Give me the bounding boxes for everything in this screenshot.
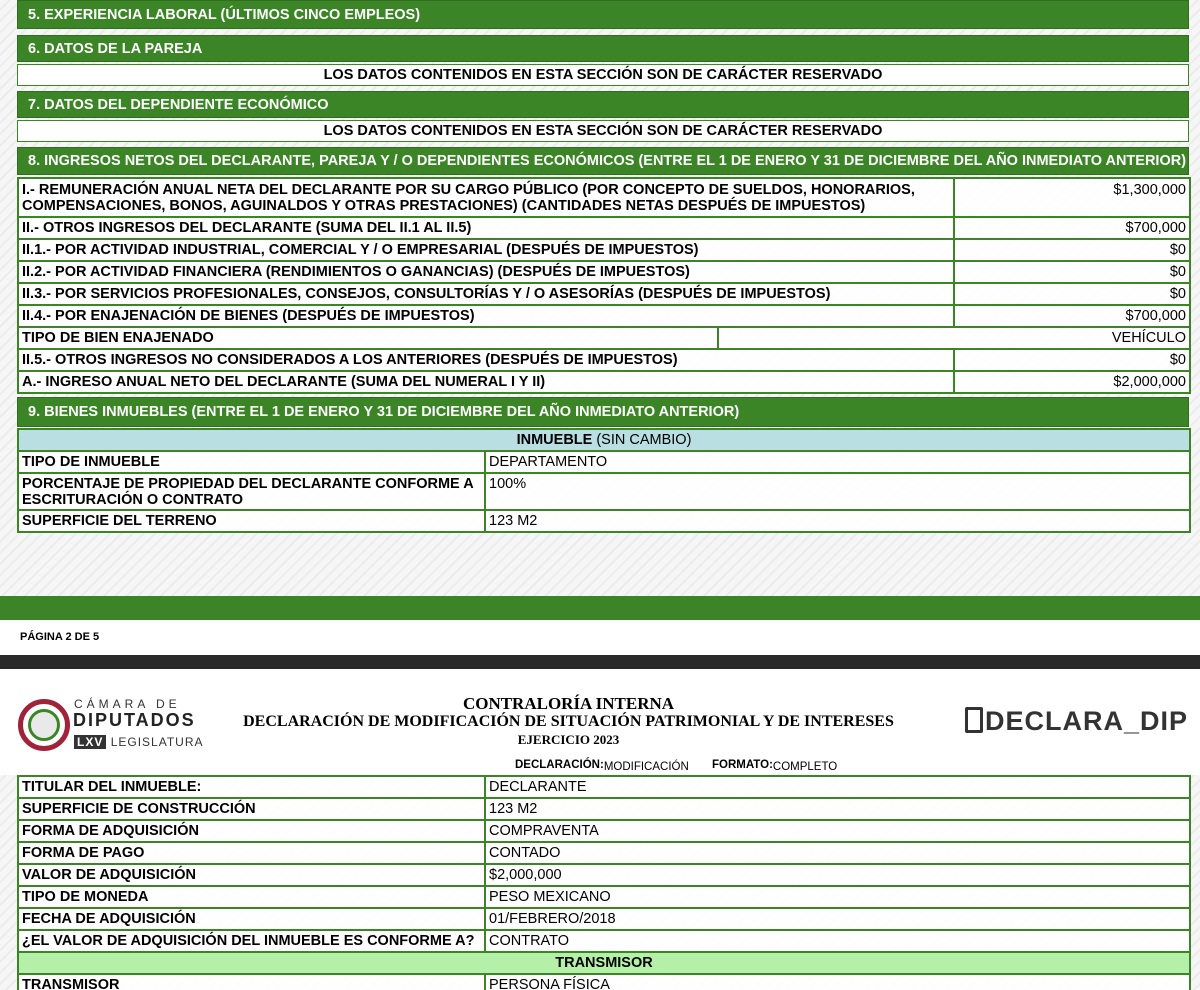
table-row [18,974,1190,990]
format-type [712,759,838,773]
page-number [20,631,99,643]
footer-strip [0,620,1200,655]
table-row [18,349,1190,371]
detail-label: TITULAR DEL INMUEBLE: [18,776,485,798]
income-value: $1,300,000 [954,178,1190,217]
income-label: II.5.- OTROS INGRESOS NO CONSIDERADOS A LOS ANTERIORES (DESPUÉS DE IMPUESTOS) [18,349,954,371]
detail-label: TRANSMISOR [18,974,485,990]
page-divider [0,655,1200,669]
page-total: 5 [92,631,100,643]
property-value: 123 M2 [485,510,1190,532]
detail-value: 123 M2 [485,798,1190,820]
transmisor-header: TRANSMISOR [18,952,1190,974]
table-row [18,261,1190,283]
fmt-value: COMPLETO [772,761,838,773]
detail-value: COMPRAVENTA [485,820,1190,842]
section-7-header: 7. DATOS DEL DEPENDIENTE ECONÓMICO [17,91,1189,118]
property-label: PORCENTAJE DE PROPIEDAD DEL DECLARANTE CONFORME A ESCRITURACIÓN O CONTRATO [18,473,485,510]
fmt-label: FORMATO: [712,759,773,771]
page-subtitle: DECLARACIÓN DE MODIFICACIÓN DE SITUACIÓN PATRIMONIAL Y DE INTERESES [243,713,894,730]
decl-value: MODIFICACIÓN [603,761,689,773]
page-2 [0,669,1200,990]
detail-label: FECHA DE ADQUISICIÓN [18,908,485,930]
table-row [18,371,1190,393]
detail-value: PESO MEXICANO [485,886,1190,908]
detail-value: $2,000,000 [485,864,1190,886]
page-title: CONTRALORÍA INTERNA [462,694,675,713]
page-current: 2 [65,631,72,643]
declara-dip-logo [965,706,1188,737]
income-value: $0 [954,349,1190,371]
table-row [18,930,1190,952]
table-row [18,776,1190,798]
table-row [18,305,1190,327]
income-label: II.3.- POR SERVICIOS PROFESIONALES, CONSEJOS, CONSULTORÍAS Y / O ASESORÍAS (DESPUÉS DE IMPUESTOS) [18,283,954,305]
detail-label: ¿EL VALOR DE ADQUISICIÓN DEL INMUEBLE ES CONFORME A? [18,930,485,952]
detail-value: CONTADO [485,842,1190,864]
detail-label: SUPERFICIE DE CONSTRUCCIÓN [18,798,485,820]
logo-legislatura: LEGISLATURA [110,735,204,749]
table-row [18,886,1190,908]
page-year: EJERCICIO 2023 [517,732,620,747]
brand-text: DECLARA_DIP [985,706,1189,736]
income-table [17,177,1191,394]
declaration-type [515,759,689,773]
decl-label: DECLARACIÓN: [515,759,604,771]
property-label: TIPO DE INMUEBLE [18,451,485,473]
property-detail-table [17,775,1191,990]
property-value: DEPARTAMENTO [485,451,1190,473]
logo-lxv: LXV [74,735,106,749]
income-value: $0 [954,283,1190,305]
income-label: TIPO DE BIEN ENAJENADO [18,327,718,349]
income-label: A.- INGRESO ANUAL NETO DEL DECLARANTE (SUMA DEL NUMERAL I Y II) [18,371,954,393]
property-table [17,428,1191,533]
document-icon [965,707,983,733]
income-label: II.- OTROS INGRESOS DEL DECLARANTE (SUMA DEL II.1 AL II.5) [18,217,954,239]
income-label: II.4.- POR ENAJENACIÓN DE BIENES (DESPUÉS DE IMPUESTOS) [18,305,954,327]
table-row [18,429,1190,451]
income-value: $700,000 [954,217,1190,239]
property-band-bold: INMUEBLE [516,432,593,448]
income-value: $0 [954,239,1190,261]
income-value: VEHÍCULO [718,327,1190,349]
property-band [18,429,1190,451]
table-row [18,239,1190,261]
section-6-reserved: LOS DATOS CONTENIDOS EN ESTA SECCIÓN SON DE CARÁCTER RESERVADO [17,64,1189,86]
property-value: 100% [485,473,1190,510]
detail-label: FORMA DE PAGO [18,842,485,864]
section-9-header: 9. BIENES INMUEBLES (ENTRE EL 1 DE ENERO Y 31 DE DICIEMBRE DEL AÑO INMEDIATO ANTERIOR) [17,397,1189,427]
property-label: SUPERFICIE DEL TERRENO [18,510,485,532]
table-row [18,327,1190,349]
table-row [18,842,1190,864]
table-row [18,510,1190,532]
footer-band [0,596,1200,620]
table-row [18,217,1190,239]
page-label: PÁGINA [20,631,63,643]
income-label: I.- REMUNERACIÓN ANUAL NETA DEL DECLARANTE POR SU CARGO PÚBLICO (POR CONCEPTO DE SUELDOS, HONORARIOS, COMPENSACIONES, BONOS, AGUINALDOS Y OTRAS PRESTACIONES) (CANTIDADES NETAS DESPUÉS DE IMPUESTOS) [18,178,954,217]
detail-label: TIPO DE MONEDA [18,886,485,908]
detail-value: DECLARANTE [485,776,1190,798]
section-8-header: 8. INGRESOS NETOS DEL DECLARANTE, PAREJA Y / O DEPENDIENTES ECONÓMICOS (ENTRE EL 1 DE ENERO Y 31 DE DICIEMBRE DEL AÑO INMEDIATO ANTERIOR) [17,147,1189,175]
section-6-header: 6. DATOS DE LA PAREJA [17,35,1189,62]
table-row [18,908,1190,930]
property-band-rest: (SIN CAMBIO) [592,432,692,448]
page-of: DE [74,631,90,643]
table-row [18,952,1190,974]
table-row [18,864,1190,886]
logo-line-2: DIPUTADOS [73,710,196,730]
detail-label: FORMA DE ADQUISICIÓN [18,820,485,842]
table-row [18,178,1190,217]
document-header [0,669,1200,757]
income-value: $2,000,000 [954,371,1190,393]
income-value: $700,000 [954,305,1190,327]
table-row [18,820,1190,842]
detail-value: 01/FEBRERO/2018 [485,908,1190,930]
detail-value: PERSONA FÍSICA [485,974,1190,990]
section-5-header: 5. EXPERIENCIA LABORAL (ÚLTIMOS CINCO EMPLEOS) [17,0,1189,29]
table-row [18,283,1190,305]
table-row [18,473,1190,510]
declaration-info [0,757,1200,775]
detail-value: CONTRATO [485,930,1190,952]
income-label: II.1.- POR ACTIVIDAD INDUSTRIAL, COMERCIAL Y / O EMPRESARIAL (DESPUÉS DE IMPUESTOS) [18,239,954,261]
income-value: $0 [954,261,1190,283]
section-7-reserved: LOS DATOS CONTENIDOS EN ESTA SECCIÓN SON DE CARÁCTER RESERVADO [17,120,1189,142]
income-label: II.2.- POR ACTIVIDAD FINANCIERA (RENDIMIENTOS O GANANCIAS) (DESPUÉS DE IMPUESTOS) [18,261,954,283]
table-row [18,798,1190,820]
logo-line-1: CÁMARA DE [74,697,181,711]
table-row [18,451,1190,473]
detail-label: VALOR DE ADQUISICIÓN [18,864,485,886]
